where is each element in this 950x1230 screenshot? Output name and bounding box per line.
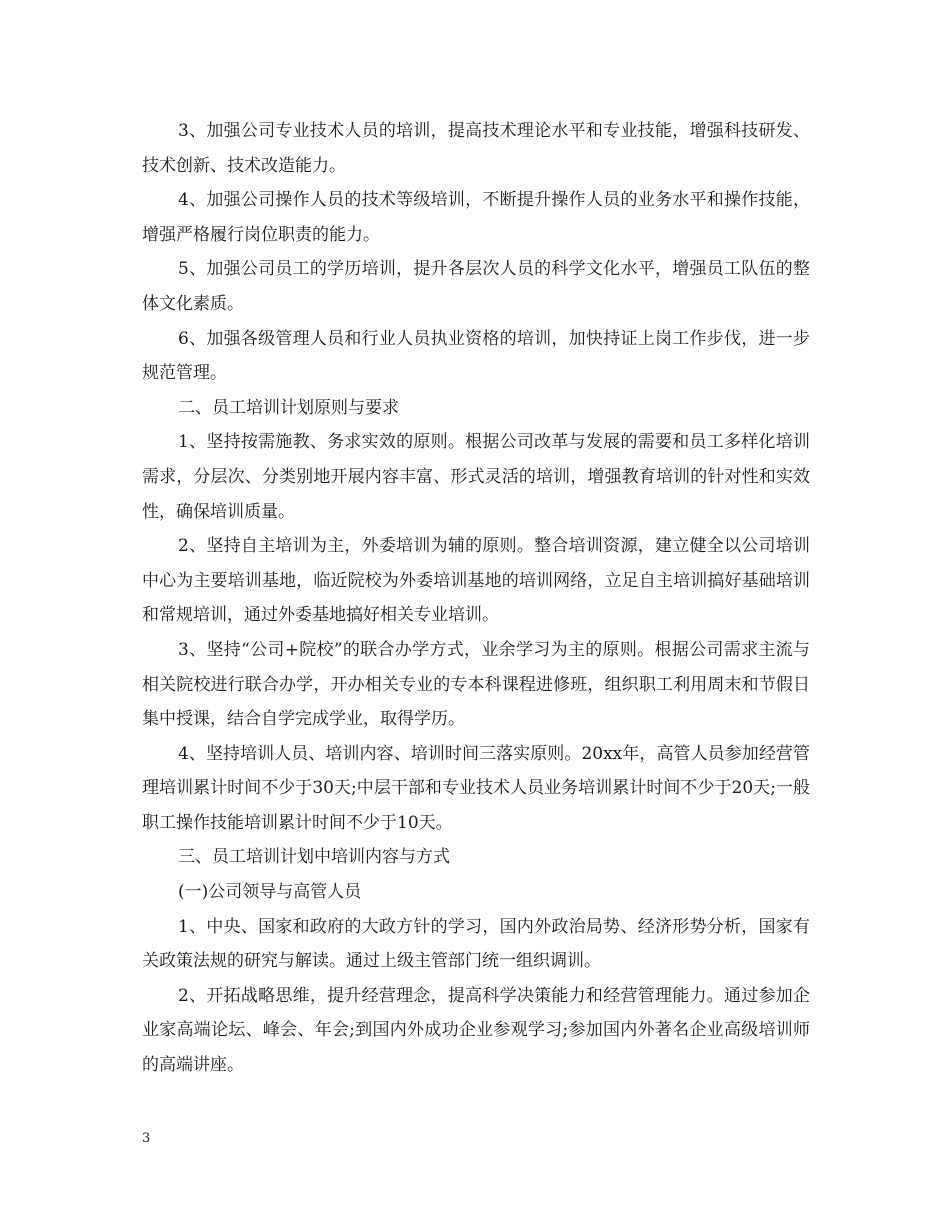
principle-2: 2、坚持自主培训为主，外委培训为辅的原则。整合培训资源，建立健全以公司培训中心为主要培训基地，临近院校为外委培训基地的培训网络，立足自主培训搞好基础培训和常规培训，通过外委基地搞好相关专业培训。	[142, 536, 810, 626]
paragraph-item-5: 5、加强公司员工的学历培训，提升各层次人员的科学文化水平，增强员工队伍的整体文化素质。	[142, 259, 810, 314]
page-number: 3	[142, 1131, 151, 1146]
section-heading-2: 二、员工培训计划原则与要求	[178, 397, 399, 418]
section-heading-3: 三、员工培训计划中培训内容与方式	[178, 847, 450, 868]
content-item-1: 1、中央、国家和政府的大政方针的学习，国内外政治局势、经济形势分析，国家有关政策法规的研究与解读。通过上级主管部门统一组织调训。	[142, 916, 810, 972]
document-body	[142, 114, 810, 1083]
subsection-heading-1: (一)公司领导与高管人员	[178, 882, 362, 903]
content-item-2: 2、开拓战略思维，提升经营理念，提高科学决策能力和经营管理能力。通过参加企业家高端论坛、峰会、年会;到国内外成功企业参观学习;参加国内外著名企业高级培训师的高端讲座。	[142, 985, 810, 1076]
paragraph-item-3: 3、加强公司专业技术人员的培训，提高技术理论水平和专业技能，增强科技研发、技术创新、技术改造能力。	[142, 121, 810, 176]
principle-4: 4、坚持培训人员、培训内容、培训时间三落实原则。20xx年，高管人员参加经营管理培训累计时间不少于30天;中层干部和专业技术人员业务培训累计时间不少于20天;一般职工操作技能培训累计时间不少于10天。	[142, 743, 810, 833]
paragraph-item-4: 4、加强公司操作人员的技术等级培训，不断提升操作人员的业务水平和操作技能，增强严格履行岗位职责的能力。	[142, 190, 810, 245]
paragraph-item-6: 6、加强各级管理人员和行业人员执业资格的培训，加快持证上岗工作步伐，进一步规范管理。	[142, 328, 810, 384]
principle-3: 3、坚持“公司+院校”的联合办学方式，业余学习为主的原则。根据公司需求主流与相关院校进行联合办学，开办相关专业的专本科课程进修班，组织职工利用周末和节假日集中授课，结合自学完成学业，取得学历。	[142, 639, 810, 730]
principle-1: 1、坚持按需施教、务求实效的原则。根据公司改革与发展的需要和员工多样化培训需求，分层次、分类别地开展内容丰富、形式灵活的培训，增强教育培训的针对性和实效性，确保培训质量。	[142, 432, 810, 522]
